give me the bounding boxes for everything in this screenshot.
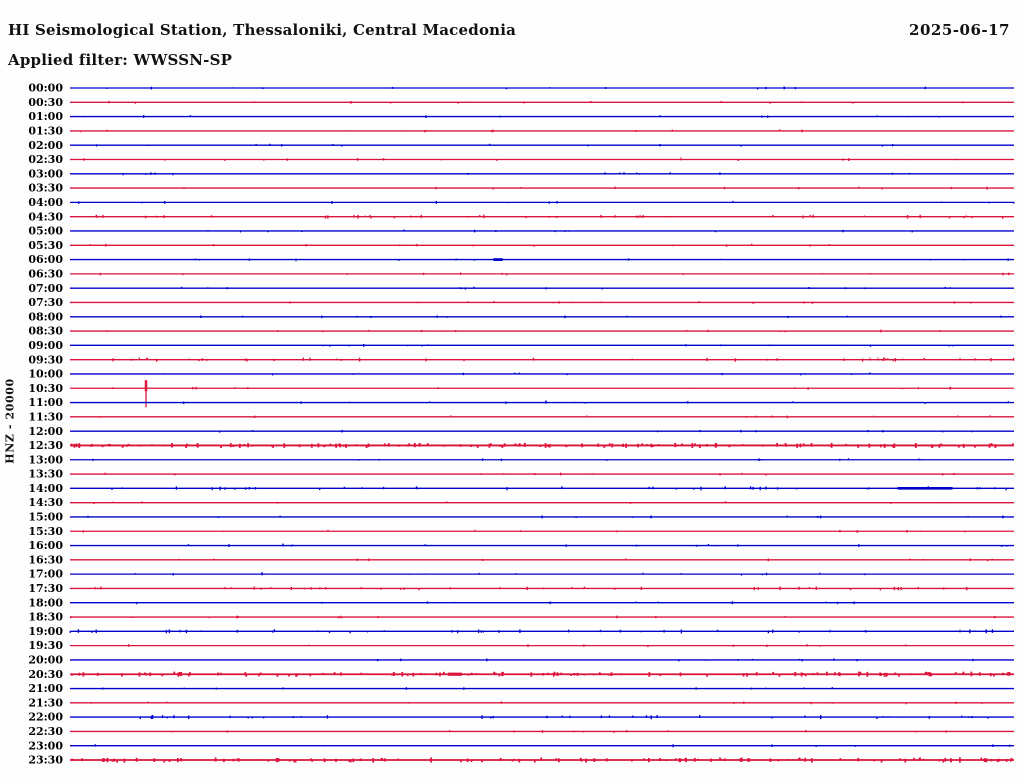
trace-time-label: 20:00 <box>28 653 63 667</box>
trace-line-0830 <box>70 330 1014 333</box>
trace-time-label: 20:30 <box>28 667 63 681</box>
trace-time-label: 02:00 <box>28 138 63 152</box>
trace-time-label: 09:00 <box>28 338 63 352</box>
trace-line-2030 <box>70 672 1014 677</box>
trace-line-0130 <box>70 129 1014 132</box>
trace-line-2200 <box>70 715 1014 719</box>
trace-line-0930 <box>70 358 1014 362</box>
trace-time-label: 05:00 <box>28 224 63 238</box>
trace-time-label: 12:30 <box>28 439 63 453</box>
trace-time-label: 06:30 <box>28 267 63 281</box>
trace-time-label: 10:30 <box>28 381 63 395</box>
trace-time-label: 15:30 <box>28 524 63 538</box>
trace-line-2100 <box>70 687 1014 690</box>
trace-line-0430 <box>70 215 1014 219</box>
trace-line-0530 <box>70 244 1014 247</box>
trace-time-label: 00:30 <box>28 95 63 109</box>
trace-time-label: 13:30 <box>28 467 63 481</box>
trace-time-label: 03:00 <box>28 167 63 181</box>
trace-time-label: 16:00 <box>28 539 63 553</box>
trace-time-label: 02:30 <box>28 153 63 167</box>
trace-line-1200 <box>70 430 1014 433</box>
trace-time-label: 22:00 <box>28 710 63 724</box>
trace-line-1400 <box>70 486 1014 490</box>
trace-line-1730 <box>70 586 1014 590</box>
trace-line-1700 <box>70 573 1014 576</box>
filter-label: Applied filter: WWSSN-SP <box>8 51 233 69</box>
trace-time-label: 17:30 <box>28 582 63 596</box>
trace-time-label: 04:00 <box>28 195 63 209</box>
trace-time-label: 04:30 <box>28 210 63 224</box>
trace-time-label: 18:00 <box>28 596 63 610</box>
trace-time-label: 11:30 <box>28 410 63 424</box>
trace-time-label: 03:30 <box>28 181 63 195</box>
trace-line-0030 <box>70 101 1014 104</box>
trace-time-label: 18:30 <box>28 610 63 624</box>
trace-line-1230 <box>70 443 1014 448</box>
trace-line-0230 <box>70 158 1014 161</box>
trace-time-label: 14:00 <box>28 481 63 495</box>
trace-line-1300 <box>70 458 1014 461</box>
trace-time-label: 21:30 <box>28 696 63 710</box>
trace-line-1530 <box>70 530 1014 533</box>
trace-line-0330 <box>70 187 1014 190</box>
trace-time-label: 07:00 <box>28 281 63 295</box>
trace-line-0300 <box>70 172 1014 175</box>
trace-line-1500 <box>70 515 1014 518</box>
trace-line-0200 <box>70 144 1014 147</box>
trace-line-0700 <box>70 287 1014 290</box>
trace-time-label: 11:00 <box>28 396 63 410</box>
trace-time-label: 23:00 <box>28 739 63 753</box>
trace-line-1330 <box>70 473 1014 476</box>
trace-time-label: 01:00 <box>28 110 63 124</box>
trace-time-label: 13:00 <box>28 453 63 467</box>
trace-line-1930 <box>70 644 1014 647</box>
trace-line-0100 <box>70 115 1014 118</box>
date-label: 2025-06-17 <box>909 21 1010 39</box>
trace-time-label: 10:00 <box>28 367 63 381</box>
trace-line-0400 <box>70 201 1014 204</box>
trace-time-label: 15:00 <box>28 510 63 524</box>
trace-line-1630 <box>70 558 1014 561</box>
trace-time-label: 08:30 <box>28 324 63 338</box>
trace-time-label: 19:30 <box>28 639 63 653</box>
trace-line-0800 <box>70 315 1014 318</box>
trace-time-label: 16:30 <box>28 553 63 567</box>
trace-line-1830 <box>70 616 1014 619</box>
trace-time-label: 14:30 <box>28 496 63 510</box>
channel-axis-label: HNZ - 20000 <box>3 378 17 464</box>
trace-line-0730 <box>70 301 1014 304</box>
trace-line-0900 <box>70 344 1014 347</box>
trace-time-label: 19:00 <box>28 624 63 638</box>
trace-line-1000 <box>70 373 1014 376</box>
trace-line-0500 <box>70 230 1014 233</box>
trace-time-label: 01:30 <box>28 124 63 138</box>
trace-time-label: 12:00 <box>28 424 63 438</box>
trace-line-1130 <box>70 415 1014 418</box>
trace-time-label: 06:00 <box>28 253 63 267</box>
trace-line-2000 <box>70 658 1014 661</box>
trace-line-2330 <box>70 757 1014 762</box>
trace-time-label: 00:00 <box>28 81 63 95</box>
trace-line-0630 <box>70 272 1014 275</box>
station-title: HI Seismological Station, Thessaloniki, Central Macedonia <box>8 21 517 39</box>
trace-time-label: 09:30 <box>28 353 63 367</box>
trace-time-label: 17:00 <box>28 567 63 581</box>
trace-line-2230 <box>70 730 1014 733</box>
trace-line-1600 <box>70 544 1014 547</box>
trace-time-label: 05:30 <box>28 238 63 252</box>
trace-line-0000 <box>70 87 1014 90</box>
trace-time-label: 22:30 <box>28 725 63 739</box>
trace-line-1430 <box>70 501 1014 504</box>
trace-time-label: 23:30 <box>28 753 63 767</box>
trace-line-1030 <box>70 387 1014 390</box>
trace-time-label: 08:00 <box>28 310 63 324</box>
trace-line-2300 <box>70 744 1014 747</box>
trace-line-0600 <box>70 258 1014 261</box>
trace-time-label: 21:00 <box>28 682 63 696</box>
trace-time-label: 07:30 <box>28 296 63 310</box>
trace-line-1800 <box>70 601 1014 604</box>
trace-line-2130 <box>70 701 1014 704</box>
trace-line-1900 <box>70 629 1014 633</box>
trace-line-1100 <box>70 401 1014 404</box>
